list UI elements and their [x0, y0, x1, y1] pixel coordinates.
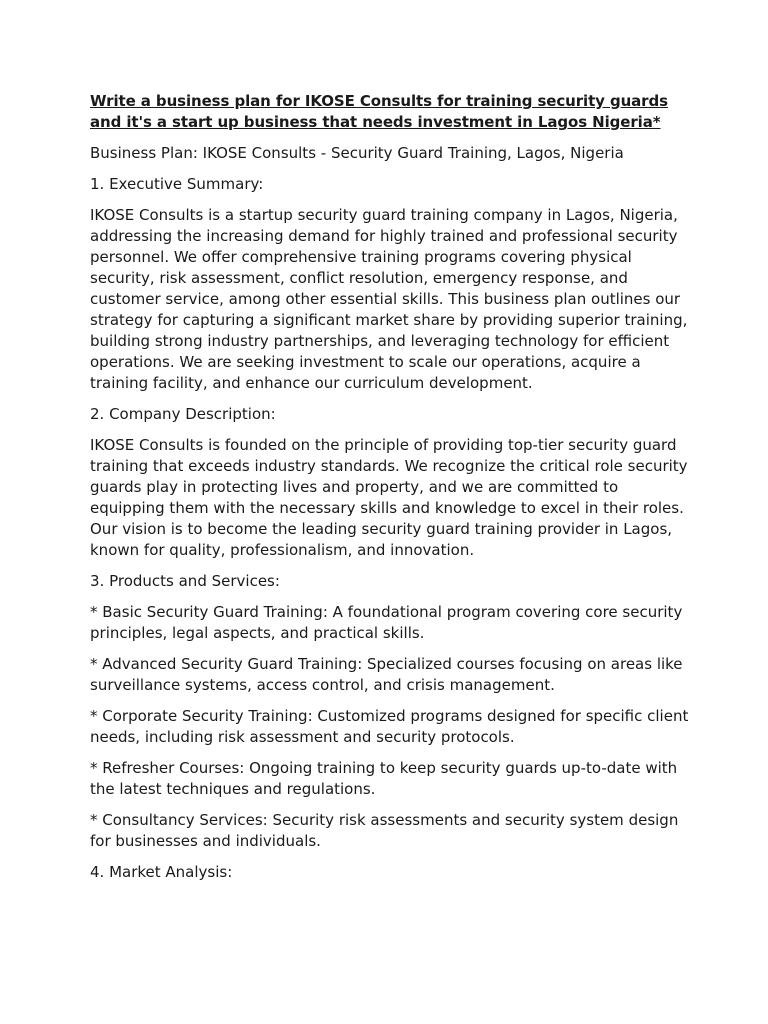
plan-title: Business Plan: IKOSE Consults - Security Guard Training, Lagos, Nigeria: [90, 144, 624, 162]
section-heading-market-analysis: 4. Market Analysis:: [90, 863, 233, 881]
service-item-advanced-training: * Advanced Security Guard Training: Specialized courses focusing on areas like surveillance systems, access control, and crisis management.: [90, 655, 683, 694]
service-item-refresher-courses: * Refresher Courses: Ongoing training to keep security guards up-to-date with the latest techniques and regulations.: [90, 759, 678, 798]
section-heading-products-services: 3. Products and Services:: [90, 572, 280, 590]
company-description-body: IKOSE Consults is founded on the principle of providing top-tier security guard training that exceeds industry standards. We recognize the critical role security guards play in protecting lives and property, and we are committed to equipping them with the necessary skills and knowledge to excel in their roles. Our vision is to become the leading security guard training provider in Lagos, known for quality, professionalism, and innovation.: [90, 436, 688, 559]
section-heading-company-description: 2. Company Description:: [90, 405, 276, 423]
executive-summary-body: IKOSE Consults is a startup security guard training company in Lagos, Nigeria, addressing the increasing demand for highly trained and professional security personnel. We offer comprehensive training programs covering physical security, risk assessment, conflict resolution, emergency response, and customer service, among other essential skills. This business plan outlines our strategy for capturing a significant market share by providing superior training, building strong industry partnerships, and leveraging technology for efficient operations. We are seeking investment to scale our operations, acquire a training facility, and enhance our curriculum development.: [90, 206, 688, 392]
document-title: Write a business plan for IKOSE Consults for training security guards and it's a start up business that needs investment in Lagos Nigeria*: [90, 92, 668, 131]
service-item-consultancy: * Consultancy Services: Security risk assessments and security system design for businesses and individuals.: [90, 811, 679, 850]
section-heading-executive-summary: 1. Executive Summary:: [90, 175, 264, 193]
service-item-corporate-training: * Corporate Security Training: Customized programs designed for specific client needs, including risk assessment and security protocols.: [90, 707, 689, 746]
document-page: [90, 91, 690, 893]
service-item-basic-training: * Basic Security Guard Training: A foundational program covering core security principles, legal aspects, and practical skills.: [90, 603, 683, 642]
